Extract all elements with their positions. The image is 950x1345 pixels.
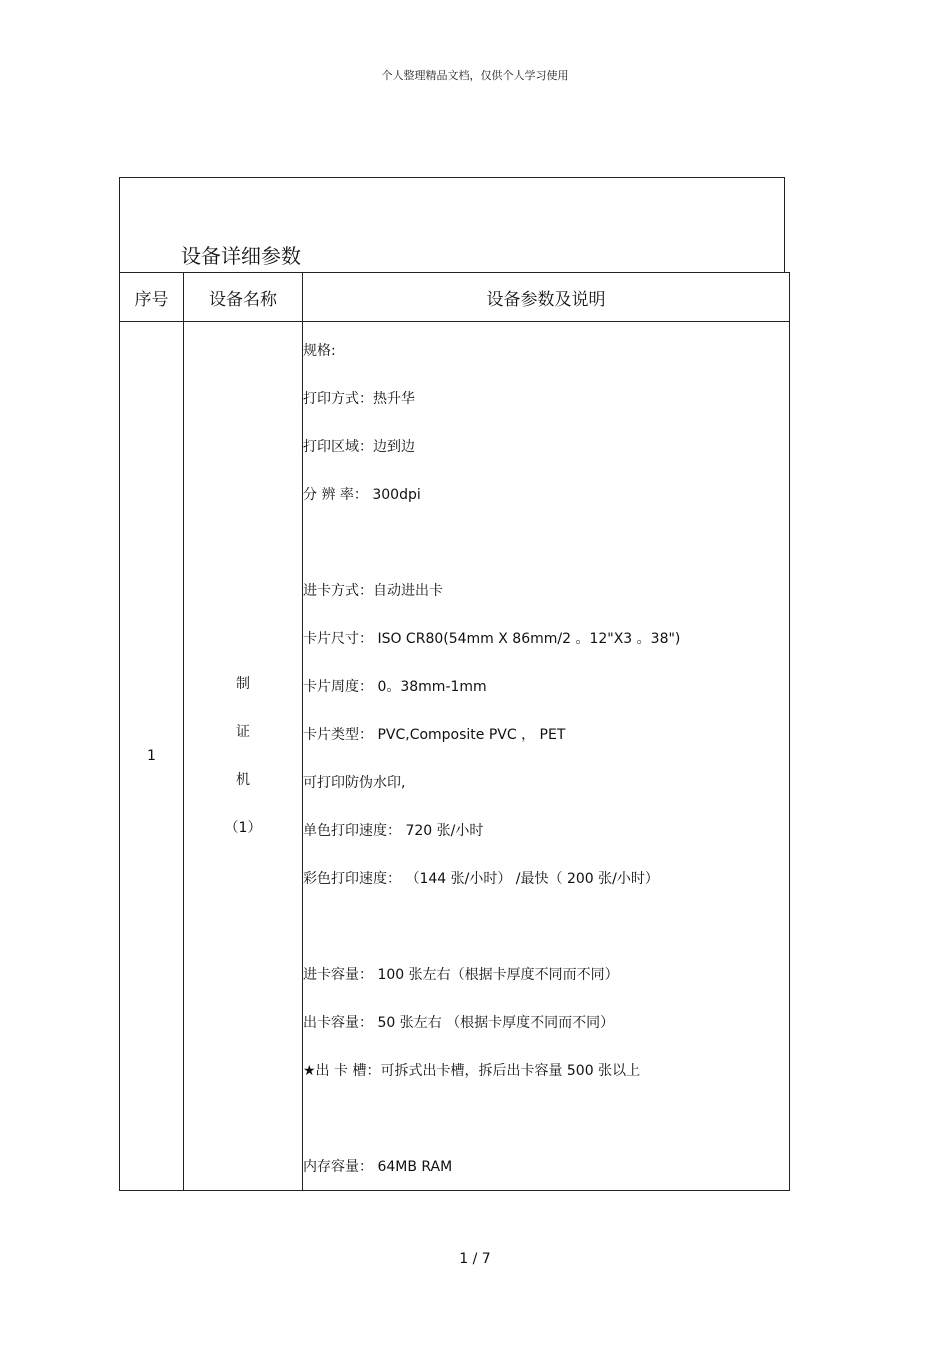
- header-device-name: 设备名称: [184, 273, 303, 322]
- title-box: [119, 177, 785, 272]
- page-number: 1 / 7: [459, 1251, 491, 1267]
- row-device-name: [184, 322, 303, 1191]
- table-row: [120, 322, 790, 1191]
- header-params: 设备参数及说明: [303, 273, 790, 322]
- page-header-note: 个人整理精品文档，仅供个人学习使用: [381, 69, 569, 82]
- param-line: 彩色打印速度： （144 张/小时） /最快（ 200 张/小时）: [303, 871, 659, 887]
- device-name-char: 制: [236, 676, 250, 692]
- device-name-char: 机: [236, 772, 250, 788]
- row-params: [303, 322, 790, 1191]
- spec-table: [119, 272, 790, 1191]
- device-name-char: （1）: [224, 820, 262, 836]
- param-line: 进卡方式：自动进出卡: [303, 583, 443, 599]
- param-line-blank: [303, 898, 789, 946]
- document-title: 设备详细参数: [181, 244, 301, 268]
- param-line-blank: [303, 1090, 789, 1138]
- table-header-row: [120, 273, 790, 322]
- param-line: 规格:: [303, 343, 336, 359]
- param-line: 内存容量： 64MB RAM: [303, 1159, 453, 1175]
- param-line: 卡片周度： 0。38mm-1mm: [303, 679, 487, 695]
- param-line: 卡片类型： PVC,Composite PVC ， PET: [303, 727, 566, 743]
- param-line: 单色打印速度： 720 张/小时: [303, 823, 484, 839]
- param-line: 打印区域：边到边: [303, 439, 415, 455]
- param-line: 进卡容量： 100 张左右（根据卡厚度不同而不同）: [303, 967, 619, 983]
- param-line: 可打印防伪水印,: [303, 775, 406, 791]
- param-line: 打印方式：热升华: [303, 391, 415, 407]
- param-line: 分 辨 率： 300dpi: [303, 487, 421, 503]
- device-name-char: 证: [236, 724, 250, 740]
- param-line: ★出 卡 槽：可拆式出卡槽，拆后出卡容量 500 张以上: [303, 1063, 641, 1079]
- row-index: 1: [120, 322, 184, 1191]
- param-line-blank: [303, 514, 789, 562]
- param-line: 出卡容量： 50 张左右 （根据卡厚度不同而不同）: [303, 1015, 615, 1031]
- param-line: 卡片尺寸： ISO CR80(54mm X 86mm/2 。12"X3 。38"): [303, 631, 681, 647]
- header-index: 序号: [120, 273, 184, 322]
